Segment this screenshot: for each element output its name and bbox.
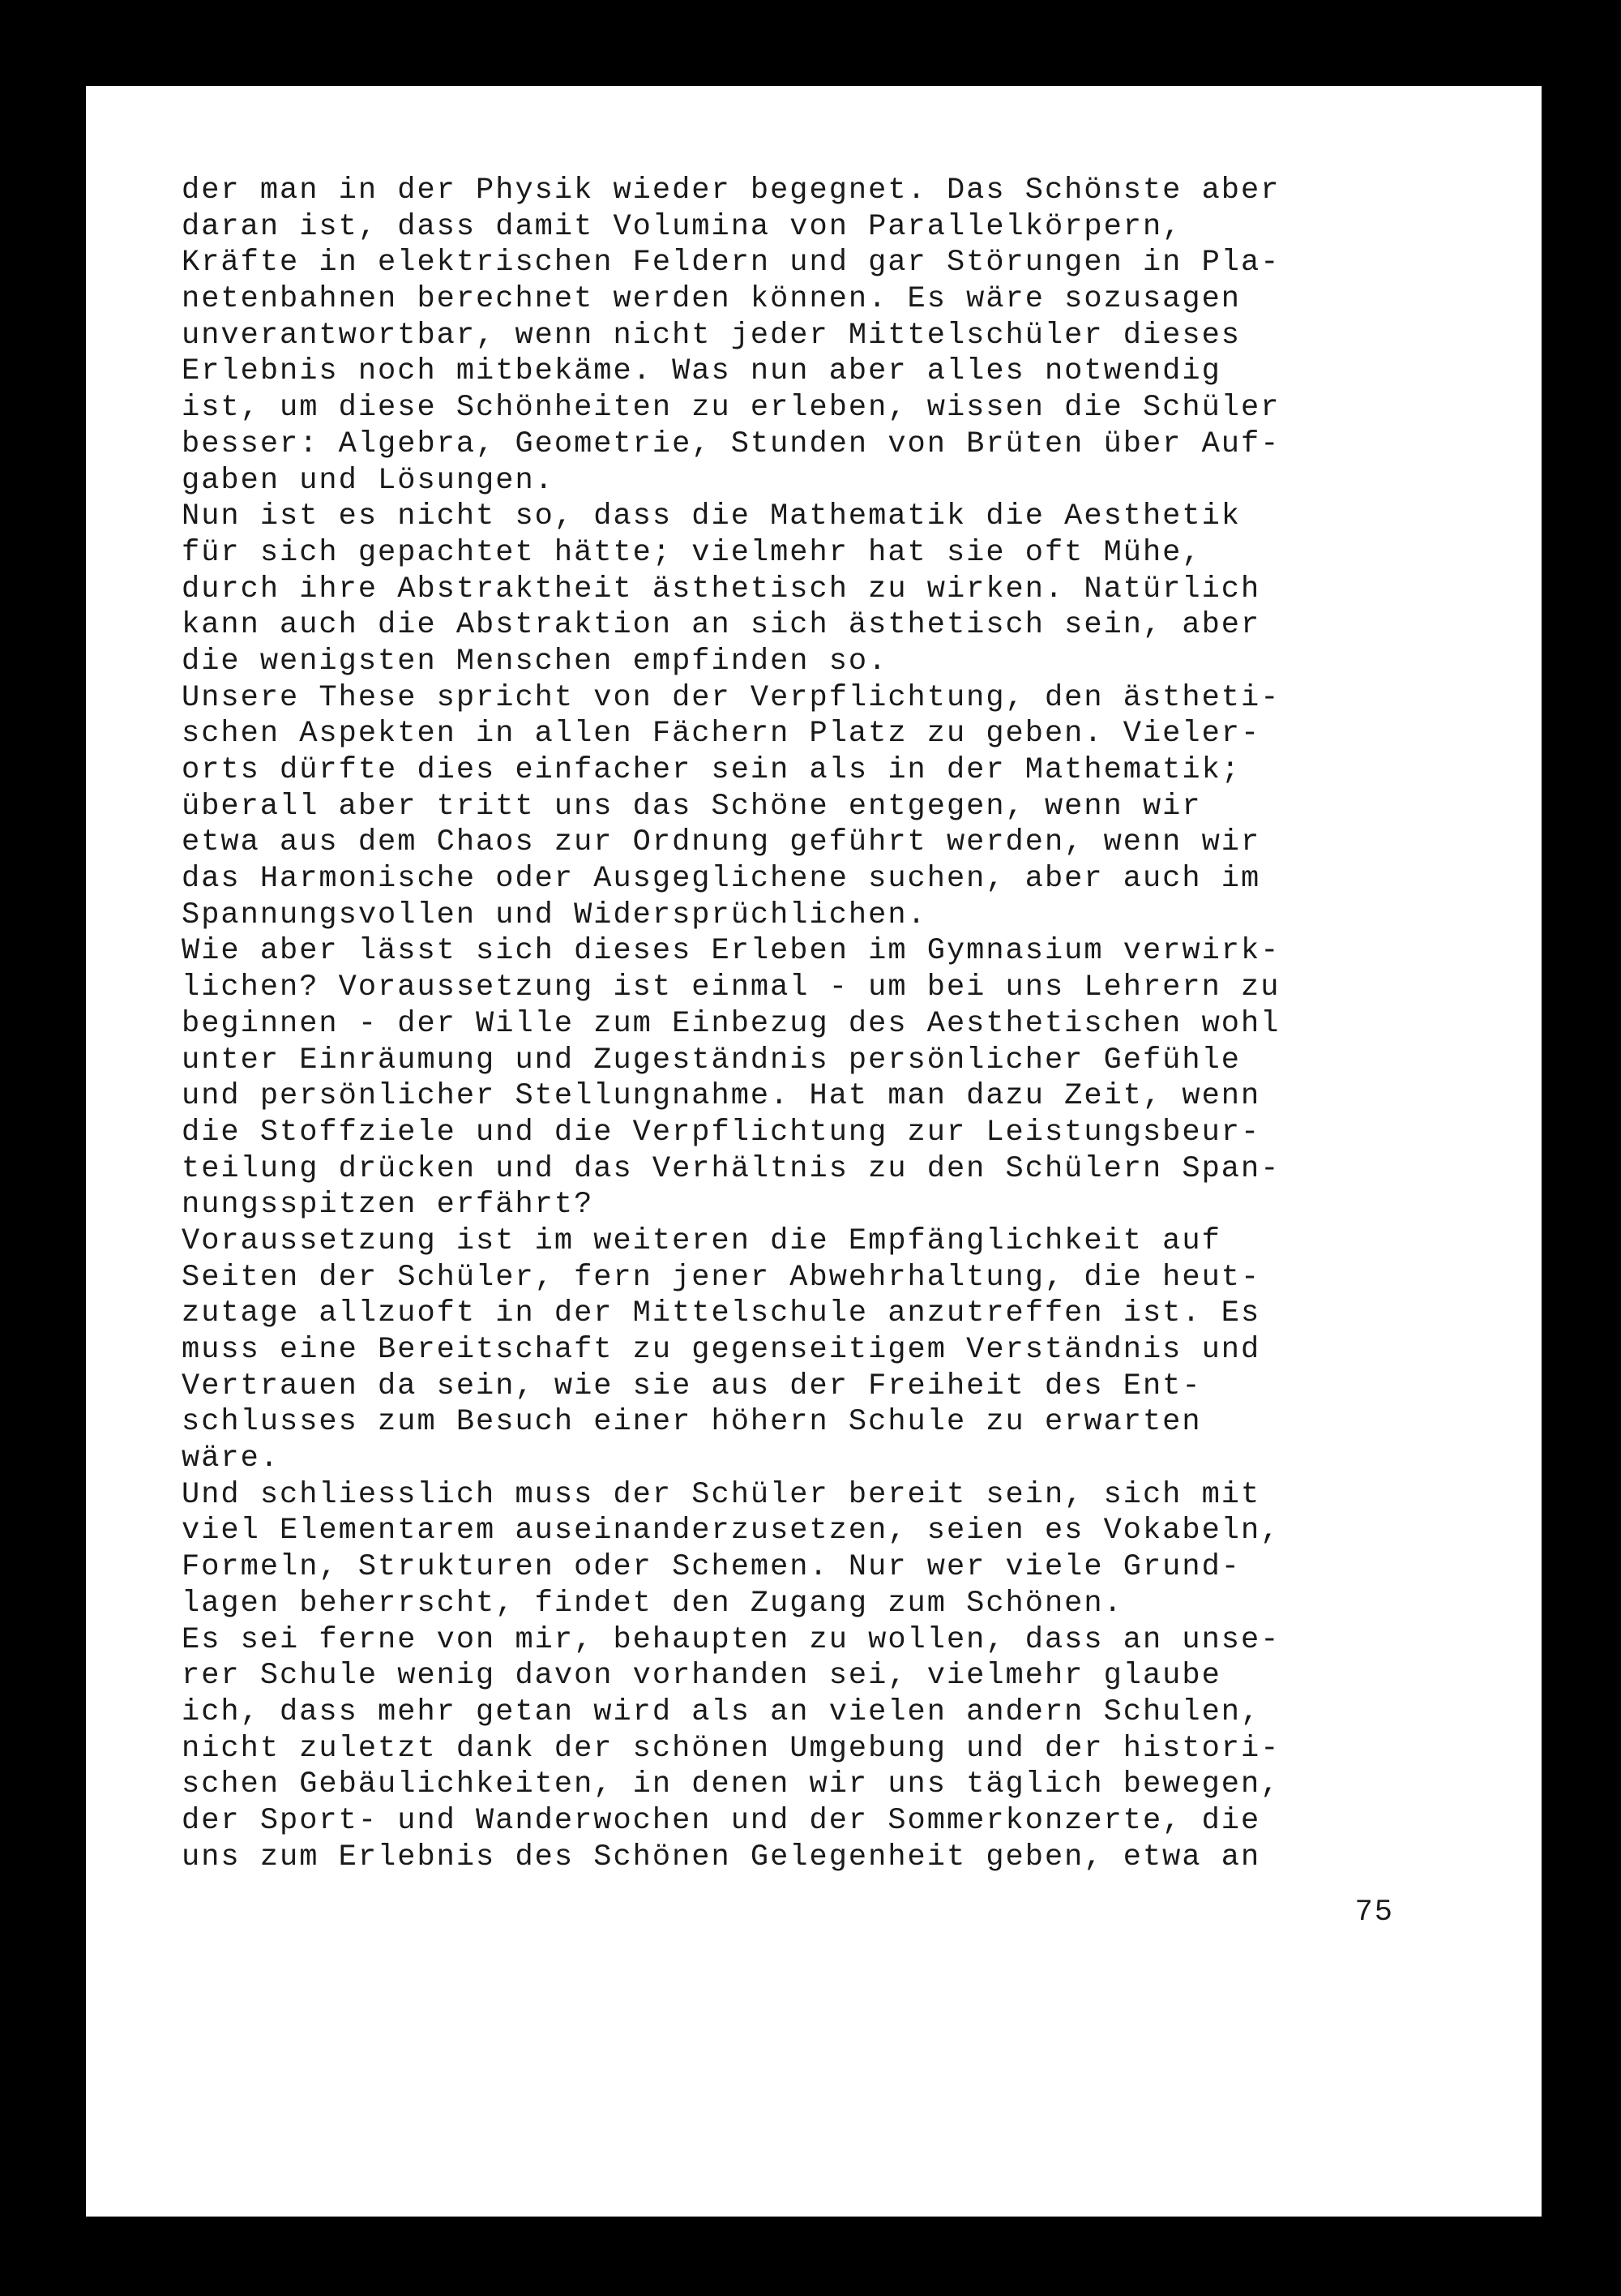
text-line: ich, dass mehr getan wird als an vielen andern Schulen,	[182, 1694, 1261, 1729]
text-line: besser: Algebra, Geometrie, Stunden von Brüten über Auf-	[182, 426, 1281, 461]
text-line: die wenigsten Menschen empfinden so.	[182, 644, 888, 679]
text-line: schen Aspekten in allen Fächern Platz zu geben. Vieler-	[182, 717, 1261, 752]
text-line: kann auch die Abstraktion an sich ästhetisch sein, aber	[182, 608, 1261, 643]
text-line: netenbahnen berechnet werden können. Es wäre sozusagen	[182, 282, 1241, 317]
text-line: rer Schule wenig davon vorhanden sei, vielmehr glaube	[182, 1659, 1221, 1694]
text-line: teilung drücken und das Verhältnis zu den Schülern Span-	[182, 1151, 1281, 1186]
text-line: nungsspitzen erfährt?	[182, 1188, 594, 1223]
text-line: und persönlicher Stellungnahme. Hat man dazu Zeit, wenn	[182, 1079, 1261, 1114]
text-line: zutage allzuoft in der Mittelschule anzutreffen ist. Es	[182, 1296, 1261, 1331]
text-line: beginnen - der Wille zum Einbezug des Aesthetischen wohl	[182, 1006, 1281, 1041]
text-line: etwa aus dem Chaos zur Ordnung geführt werden, wenn wir	[182, 825, 1261, 860]
text-line: viel Elementarem auseinanderzusetzen, seien es Vokabeln,	[182, 1514, 1281, 1549]
text-line: überall aber tritt uns das Schöne entgegen, wenn wir	[182, 789, 1202, 824]
page-number: 75	[1354, 1895, 1394, 1930]
text-line: gaben und Lösungen.	[182, 463, 554, 498]
text-line: schlusses zum Besuch einer höhern Schule zu erwarten	[182, 1405, 1202, 1440]
text-line: unverantwortbar, wenn nicht jeder Mittelschüler dieses	[182, 318, 1241, 353]
text-line: Spannungsvollen und Widersprüchlichen.	[182, 897, 927, 932]
text-line: schen Gebäulichkeiten, in denen wir uns täglich bewegen,	[182, 1767, 1281, 1802]
text-line: uns zum Erlebnis des Schönen Gelegenheit geben, etwa an	[182, 1840, 1261, 1874]
text-line: das Harmonische oder Ausgeglichene suchen, aber auch im	[182, 862, 1261, 897]
text-line: Und schliesslich muss der Schüler bereit sein, sich mit	[182, 1477, 1261, 1512]
text-line: der Sport- und Wanderwochen und der Sommerkonzerte, die	[182, 1803, 1261, 1838]
text-line: durch ihre Abstraktheit ästhetisch zu wirken. Natürlich	[182, 572, 1261, 606]
text-line: wäre.	[182, 1441, 280, 1476]
text-line: lagen beherrscht, findet den Zugang zum Schönen.	[182, 1586, 1123, 1621]
text-line: orts dürfte dies einfacher sein als in der Mathematik;	[182, 753, 1241, 787]
text-line: Erlebnis noch mitbekäme. Was nun aber alles notwendig	[182, 354, 1221, 389]
text-line: für sich gepachtet hätte; vielmehr hat sie oft Mühe,	[182, 535, 1202, 570]
text-line: Vertrauen da sein, wie sie aus der Freiheit des Ent-	[182, 1369, 1202, 1403]
body-text	[182, 173, 1397, 1875]
text-line: Wie aber lässt sich dieses Erleben im Gymnasium verwirk-	[182, 934, 1281, 969]
text-line: nicht zuletzt dank der schönen Umgebung und der histori-	[182, 1731, 1281, 1766]
text-line: Unsere These spricht von der Verpflichtung, den ästheti-	[182, 680, 1281, 715]
text-line: daran ist, dass damit Volumina von Parallelkörpern,	[182, 209, 1183, 244]
text-line: Es sei ferne von mir, behaupten zu wollen, dass an unse-	[182, 1622, 1281, 1657]
text-line: lichen? Voraussetzung ist einmal - um bei uns Lehrern zu	[182, 970, 1281, 1005]
text-line: unter Einräumung und Zugeständnis persönlicher Gefühle	[182, 1043, 1241, 1077]
text-line: ist, um diese Schönheiten zu erleben, wissen die Schüler	[182, 391, 1281, 426]
text-line: der man in der Physik wieder begegnet. Das Schönste aber	[182, 173, 1281, 208]
text-line: muss eine Bereitschaft zu gegenseitigem Verständnis und	[182, 1333, 1261, 1367]
text-line: Seiten der Schüler, fern jener Abwehrhaltung, die heut-	[182, 1260, 1261, 1295]
text-line: die Stoffziele und die Verpflichtung zur Leistungsbeur-	[182, 1115, 1261, 1150]
text-line: Voraussetzung ist im weiteren die Empfänglichkeit auf	[182, 1223, 1221, 1258]
text-line: Kräfte in elektrischen Feldern und gar Störungen in Pla-	[182, 246, 1281, 281]
text-line: Formeln, Strukturen oder Schemen. Nur wer viele Grund-	[182, 1550, 1241, 1585]
text-line: Nun ist es nicht so, dass die Mathematik die Aesthetik	[182, 499, 1241, 534]
